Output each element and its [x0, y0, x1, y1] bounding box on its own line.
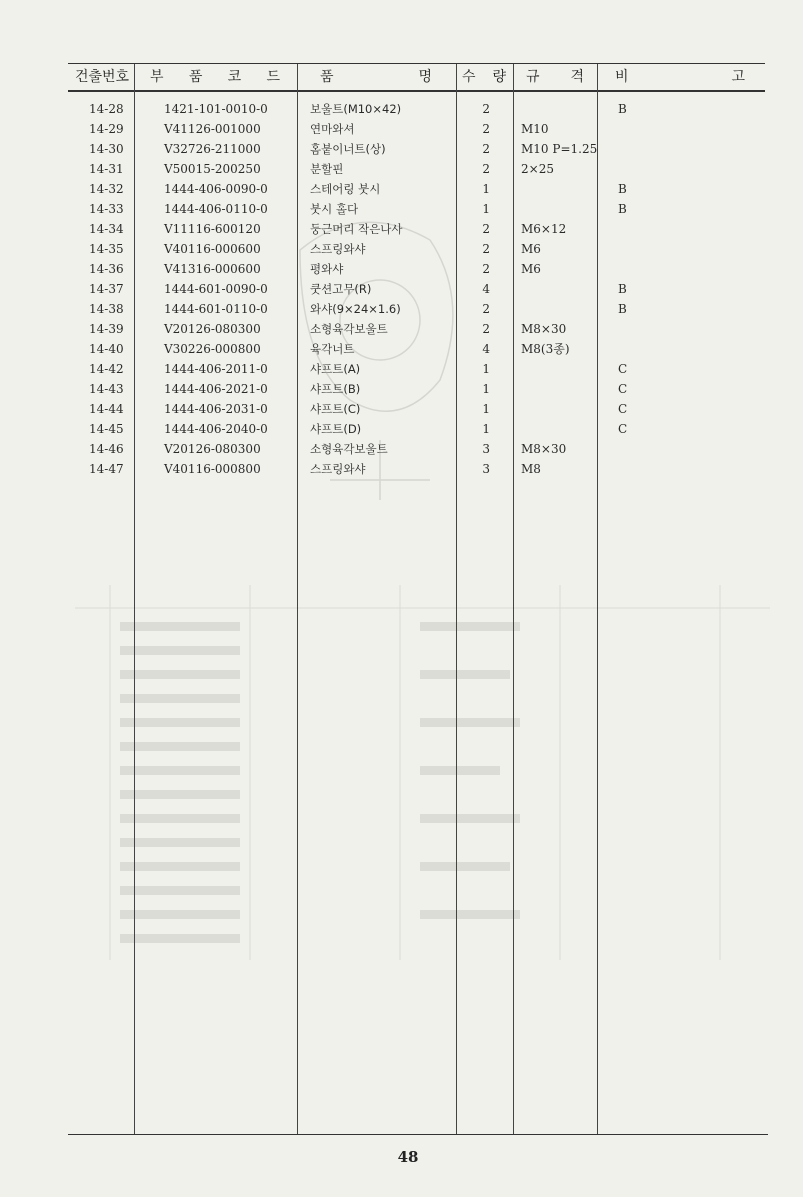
row-quantity: 2 [482, 242, 490, 256]
row-part-code: V20126-080300 [164, 322, 261, 336]
header-part-number-label: 건출번호 [74, 69, 130, 85]
header-code-char: 드 [266, 69, 280, 85]
row-part-number: 14-36 [89, 262, 124, 276]
row-part-name: 붓시 홀다 [310, 202, 359, 216]
row-quantity: 2 [482, 322, 490, 336]
header-code-char: 부 [150, 69, 164, 85]
row-part-number: 14-39 [89, 322, 124, 336]
row-quantity: 1 [482, 382, 490, 396]
page-number: 48 [397, 1148, 419, 1166]
header-note-char: 고 [731, 69, 745, 85]
row-spec: M8×30 [521, 322, 567, 336]
row-part-number: 14-33 [89, 202, 124, 216]
header-name-char: 품 [320, 69, 334, 85]
table-row [70, 319, 770, 339]
row-part-number: 14-30 [89, 142, 124, 156]
row-note: C [618, 362, 628, 376]
table-row [70, 99, 770, 119]
row-part-name: 샤프트(D) [310, 422, 362, 436]
row-note: C [618, 402, 628, 416]
row-note: B [618, 282, 627, 296]
row-part-number: 14-29 [89, 122, 124, 136]
row-part-code: 1444-406-0110-0 [164, 202, 268, 216]
row-spec: 2×25 [521, 162, 554, 176]
table-row [70, 439, 770, 459]
row-spec: M6 [521, 262, 541, 276]
row-part-number: 14-38 [89, 302, 124, 316]
row-quantity: 1 [482, 422, 490, 436]
row-part-code: V41316-000600 [164, 262, 261, 276]
row-part-number: 14-28 [89, 102, 124, 116]
table-row [70, 279, 770, 299]
row-part-name: 소형육각보울트 [310, 322, 388, 336]
row-part-number: 14-42 [89, 362, 124, 376]
row-part-number: 14-47 [89, 462, 124, 476]
row-quantity: 1 [482, 182, 490, 196]
row-part-code: 1444-601-0090-0 [164, 282, 268, 296]
row-quantity: 1 [482, 202, 490, 216]
row-part-code: 1444-406-2040-0 [164, 422, 268, 436]
table-row [70, 199, 770, 219]
row-quantity: 4 [482, 282, 490, 296]
table-row [70, 379, 770, 399]
header-qty-char: 량 [492, 69, 506, 85]
row-quantity: 3 [482, 462, 490, 476]
table-row [70, 399, 770, 419]
table-row [70, 419, 770, 439]
row-part-code: 1444-406-2011-0 [164, 362, 268, 376]
row-spec: M8 [521, 462, 541, 476]
row-quantity: 2 [482, 142, 490, 156]
row-part-name: 보울트(M10×42) [310, 102, 402, 116]
row-part-number: 14-35 [89, 242, 124, 256]
row-note: B [618, 202, 627, 216]
row-part-name: 홈붙이너트(상) [310, 142, 386, 156]
row-part-name: 와샤(9×24×1.6) [310, 302, 401, 316]
row-quantity: 4 [482, 342, 490, 356]
row-quantity: 1 [482, 402, 490, 416]
table-row [70, 119, 770, 139]
header-part-code [150, 64, 280, 88]
row-part-name: 스프링와샤 [310, 242, 366, 256]
table-bottom-rule [68, 1134, 768, 1135]
row-part-number: 14-37 [89, 282, 124, 296]
row-part-name: 샤프트(C) [310, 402, 361, 416]
row-quantity: 1 [482, 362, 490, 376]
row-spec: M6 [521, 242, 541, 256]
row-quantity: 2 [482, 102, 490, 116]
header-part-name [320, 64, 432, 88]
row-part-code: 1444-601-0110-0 [164, 302, 268, 316]
row-part-name: 둥근머리 작은나사 [310, 222, 403, 236]
row-spec: M6×12 [521, 222, 567, 236]
row-part-number: 14-43 [89, 382, 124, 396]
row-quantity: 2 [482, 122, 490, 136]
row-part-code: 1421-101-0010-0 [164, 102, 268, 116]
row-part-name: 연마와셔 [310, 122, 355, 136]
row-part-name: 분할핀 [310, 162, 344, 176]
header-spec-char: 규 [526, 69, 540, 85]
row-spec: M8(3종) [521, 342, 570, 356]
row-part-code: V41126-001000 [164, 122, 261, 136]
header-quantity [462, 64, 506, 88]
row-note: B [618, 102, 627, 116]
row-part-code: V11116-600120 [164, 222, 261, 236]
row-quantity: 2 [482, 262, 490, 276]
row-part-number: 14-46 [89, 442, 124, 456]
row-part-code: 1444-406-2031-0 [164, 402, 268, 416]
table-row [70, 139, 770, 159]
row-part-code: 1444-406-0090-0 [164, 182, 268, 196]
row-part-code: V20126-080300 [164, 442, 261, 456]
row-part-number: 14-31 [89, 162, 124, 176]
row-part-number: 14-40 [89, 342, 124, 356]
row-spec: M10 P=1.25 [521, 142, 598, 156]
header-spec [526, 64, 584, 88]
row-part-code: V50015-200250 [164, 162, 261, 176]
header-code-char: 품 [188, 69, 203, 85]
table-row [70, 159, 770, 179]
row-note: B [618, 302, 627, 316]
row-part-code: V32726-211000 [164, 142, 261, 156]
row-part-name: 평와샤 [310, 262, 344, 276]
table-row [70, 359, 770, 379]
row-part-name: 육각너트 [310, 342, 355, 356]
header-name-char: 명 [418, 69, 432, 85]
table-row [70, 459, 770, 479]
row-part-name: 스테어링 붓시 [310, 182, 381, 196]
table-row [70, 179, 770, 199]
row-part-code: 1444-406-2021-0 [164, 382, 268, 396]
table-row [70, 219, 770, 239]
row-spec: M8×30 [521, 442, 567, 456]
table-row [70, 339, 770, 359]
row-part-name: 스프링와샤 [310, 462, 366, 476]
row-part-name: 샤프트(A) [310, 362, 361, 376]
table-row [70, 299, 770, 319]
header-bottom-rule [68, 90, 765, 92]
row-part-code: V40116-000800 [164, 462, 261, 476]
row-quantity: 3 [482, 442, 490, 456]
row-note: C [618, 422, 628, 436]
row-part-name: 쿳션고무(R) [310, 282, 372, 296]
header-code-char: 코 [227, 69, 242, 85]
table-row [70, 259, 770, 279]
row-part-code: V40116-000600 [164, 242, 261, 256]
row-part-number: 14-32 [89, 182, 124, 196]
row-quantity: 2 [482, 162, 490, 176]
table-row [70, 239, 770, 259]
row-note: C [618, 382, 628, 396]
header-qty-char: 수 [462, 69, 476, 85]
row-part-code: V30226-000800 [164, 342, 261, 356]
header-part-number [70, 64, 134, 88]
row-part-number: 14-44 [89, 402, 124, 416]
row-quantity: 2 [482, 222, 490, 236]
header-spec-char: 격 [570, 69, 584, 85]
row-quantity: 2 [482, 302, 490, 316]
row-part-number: 14-34 [89, 222, 124, 236]
row-spec: M10 [521, 122, 549, 136]
row-part-number: 14-45 [89, 422, 124, 436]
row-part-name: 소형육각보울트 [310, 442, 388, 456]
header-note-char: 비 [615, 69, 629, 85]
row-part-name: 샤프트(B) [310, 382, 361, 396]
row-note: B [618, 182, 627, 196]
header-note [615, 64, 745, 88]
